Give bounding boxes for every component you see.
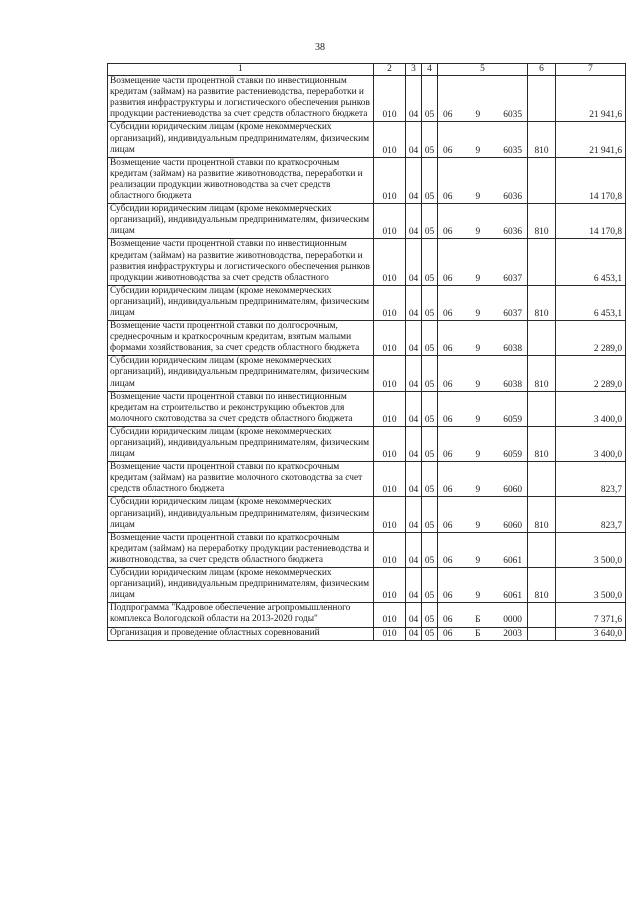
code-section: 04	[406, 239, 422, 285]
budget-table	[107, 63, 626, 641]
code-subsection: 05	[422, 76, 438, 122]
code-section: 04	[406, 426, 422, 461]
code-subsection: 05	[422, 204, 438, 239]
code-target-article	[438, 204, 528, 239]
code-target-article	[438, 627, 528, 640]
code-expense-type	[528, 391, 556, 426]
code-section: 04	[406, 532, 422, 567]
code-ministry: 010	[374, 321, 406, 356]
header-cell: 5	[438, 64, 528, 76]
page-number: 38	[315, 42, 325, 53]
code-subsection: 05	[422, 603, 438, 627]
code-expense-type: 810	[528, 568, 556, 603]
table-row	[108, 497, 626, 532]
code-section: 04	[406, 157, 422, 203]
code-direction: 6036	[503, 192, 522, 203]
code-target-article	[438, 532, 528, 567]
amount: 3 500,0	[556, 532, 626, 567]
code-program: 06	[443, 379, 453, 390]
code-section: 04	[406, 285, 422, 320]
code-target-article	[438, 568, 528, 603]
code-subsection: 05	[422, 426, 438, 461]
code-subprogram: 9	[475, 273, 481, 284]
table-row	[108, 157, 626, 203]
code-expense-type	[528, 239, 556, 285]
code-expense-type: 810	[528, 426, 556, 461]
row-name: Возмещение части процентной ставки по инвестиционным кредитам (займам) на развитие растениеводства, переработки и развития инфраструктуры и логистического обеспечения рынков продукции растениеводства за счет средств областного бюджета	[108, 76, 374, 122]
row-name: Возмещение части процентной ставки по долгосрочным, среднесрочным и краткосрочным кредитам, взятым малыми формами хозяйствования, за счет средств областного бюджета	[108, 321, 374, 356]
code-target-article	[438, 426, 528, 461]
code-direction: 6059	[503, 414, 522, 425]
code-subprogram: 9	[475, 414, 481, 425]
table-row	[108, 285, 626, 320]
code-program: 06	[443, 308, 453, 319]
code-subprogram: 9	[475, 308, 481, 319]
code-section: 04	[406, 122, 422, 157]
code-program: 06	[443, 628, 453, 639]
code-expense-type: 810	[528, 122, 556, 157]
table-row	[108, 122, 626, 157]
code-subprogram: 9	[475, 520, 481, 531]
amount: 14 170,8	[556, 204, 626, 239]
code-target-article	[438, 239, 528, 285]
code-section: 04	[406, 627, 422, 640]
code-program: 06	[443, 344, 453, 355]
header-cell: 7	[556, 64, 626, 76]
table-row	[108, 603, 626, 627]
code-direction: 6059	[503, 450, 522, 461]
code-expense-type	[528, 627, 556, 640]
row-name: Возмещение части процентной ставки по инвестиционным кредитам (займам) на развитие животноводства, переработки и развития инфраструктуры и логистического обеспечения рынков продукции животноводства за счет средств областного	[108, 239, 374, 285]
amount: 2 289,0	[556, 356, 626, 391]
amount: 21 941,6	[556, 76, 626, 122]
code-subprogram: 9	[475, 110, 481, 121]
row-name: Возмещение части процентной ставки по краткосрочным кредитам (займам) на переработку продукции растениеводства и животноводства, за счет средств областного бюджета	[108, 532, 374, 567]
header-cell: 2	[374, 64, 406, 76]
code-ministry: 010	[374, 157, 406, 203]
code-ministry: 010	[374, 426, 406, 461]
code-program: 06	[443, 192, 453, 203]
code-expense-type	[528, 321, 556, 356]
code-program: 06	[443, 227, 453, 238]
header-cell: 1	[108, 64, 374, 76]
table-row	[108, 462, 626, 497]
code-expense-type	[528, 462, 556, 497]
header-cell: 3	[406, 64, 422, 76]
row-name: Субсидии юридическим лицам (кроме некоммерческих организаций), индивидуальным предпринимателям, физическим лицам	[108, 497, 374, 532]
code-section: 04	[406, 321, 422, 356]
code-program: 06	[443, 555, 453, 566]
code-ministry: 010	[374, 532, 406, 567]
code-subsection: 05	[422, 285, 438, 320]
code-subprogram: 9	[475, 555, 481, 566]
code-target-article	[438, 76, 528, 122]
code-ministry: 010	[374, 285, 406, 320]
table-header-row	[108, 64, 626, 76]
code-subprogram: 9	[475, 379, 481, 390]
row-name: Подпрограмма "Кадровое обеспечение агропромышленного комплекса Вологодской области на 2013-2020 годы"	[108, 603, 374, 627]
table-row	[108, 76, 626, 122]
code-subprogram: Б	[475, 628, 481, 639]
table-row	[108, 532, 626, 567]
code-expense-type	[528, 603, 556, 627]
row-name: Субсидии юридическим лицам (кроме некоммерческих организаций), индивидуальным предпринимателям, физическим лицам	[108, 122, 374, 157]
code-expense-type: 810	[528, 285, 556, 320]
code-direction: 2003	[503, 628, 522, 639]
code-subsection: 05	[422, 239, 438, 285]
code-ministry: 010	[374, 627, 406, 640]
code-program: 06	[443, 520, 453, 531]
code-subprogram: 9	[475, 591, 481, 602]
row-name: Возмещение части процентной ставки по инвестиционным кредитам на строительство и реконструкцию объектов для молочного скотоводства за счет средств областного бюджета	[108, 391, 374, 426]
code-subsection: 05	[422, 568, 438, 603]
code-subsection: 05	[422, 321, 438, 356]
code-program: 06	[443, 145, 453, 156]
code-ministry: 010	[374, 568, 406, 603]
code-subsection: 05	[422, 462, 438, 497]
code-direction: 6060	[503, 485, 522, 496]
amount: 3 400,0	[556, 426, 626, 461]
table-row	[108, 239, 626, 285]
code-section: 04	[406, 462, 422, 497]
code-expense-type: 810	[528, 204, 556, 239]
code-target-article	[438, 157, 528, 203]
code-program: 06	[443, 450, 453, 461]
row-name: Субсидии юридическим лицам (кроме некоммерческих организаций), индивидуальным предпринимателям, физическим лицам	[108, 204, 374, 239]
row-name: Субсидии юридическим лицам (кроме некоммерческих организаций), индивидуальным предпринимателям, физическим лицам	[108, 285, 374, 320]
code-subprogram: 9	[475, 227, 481, 238]
amount: 21 941,6	[556, 122, 626, 157]
code-direction: 6061	[503, 591, 522, 602]
code-direction: 6060	[503, 520, 522, 531]
code-subprogram: 9	[475, 485, 481, 496]
table-row	[108, 321, 626, 356]
code-ministry: 010	[374, 462, 406, 497]
code-subprogram: Б	[475, 615, 481, 626]
table-row	[108, 391, 626, 426]
amount: 823,7	[556, 462, 626, 497]
code-subsection: 05	[422, 391, 438, 426]
code-subsection: 05	[422, 627, 438, 640]
amount: 7 371,6	[556, 603, 626, 627]
code-program: 06	[443, 273, 453, 284]
code-target-article	[438, 462, 528, 497]
code-ministry: 010	[374, 356, 406, 391]
header-cell: 6	[528, 64, 556, 76]
code-section: 04	[406, 356, 422, 391]
amount: 14 170,8	[556, 157, 626, 203]
code-subprogram: 9	[475, 145, 481, 156]
code-ministry: 010	[374, 603, 406, 627]
table-body	[108, 76, 626, 641]
code-section: 04	[406, 204, 422, 239]
code-direction: 6035	[503, 145, 522, 156]
code-program: 06	[443, 485, 453, 496]
code-ministry: 010	[374, 239, 406, 285]
code-ministry: 010	[374, 122, 406, 157]
code-program: 06	[443, 615, 453, 626]
row-name: Субсидии юридическим лицам (кроме некоммерческих организаций), индивидуальным предпринимателям, физическим лицам	[108, 426, 374, 461]
code-subprogram: 9	[475, 192, 481, 203]
code-subsection: 05	[422, 497, 438, 532]
code-subsection: 05	[422, 532, 438, 567]
code-direction: 6035	[503, 110, 522, 121]
table-row	[108, 356, 626, 391]
amount: 3 640,0	[556, 627, 626, 640]
code-section: 04	[406, 391, 422, 426]
code-subprogram: 9	[475, 450, 481, 461]
code-ministry: 010	[374, 497, 406, 532]
table-row	[108, 568, 626, 603]
code-program: 06	[443, 591, 453, 602]
code-section: 04	[406, 568, 422, 603]
code-ministry: 010	[374, 391, 406, 426]
code-direction: 6038	[503, 344, 522, 355]
amount: 6 453,1	[556, 239, 626, 285]
code-subprogram: 9	[475, 344, 481, 355]
code-section: 04	[406, 603, 422, 627]
code-program: 06	[443, 110, 453, 121]
table-row	[108, 627, 626, 640]
row-name: Возмещение части процентной ставки по краткосрочным кредитам (займам) на развитие животноводства, переработки и реализации продукции животноводства за счет средств областного бюджета	[108, 157, 374, 203]
code-target-article	[438, 603, 528, 627]
code-direction: 6037	[503, 308, 522, 319]
row-name: Возмещение части процентной ставки по краткосрочным кредитам (займам) на развитие молочного скотоводства за счет средств областного бюджета	[108, 462, 374, 497]
code-target-article	[438, 391, 528, 426]
code-direction: 6036	[503, 227, 522, 238]
code-target-article	[438, 356, 528, 391]
amount: 6 453,1	[556, 285, 626, 320]
code-subsection: 05	[422, 157, 438, 203]
code-section: 04	[406, 76, 422, 122]
code-ministry: 010	[374, 204, 406, 239]
code-direction: 6037	[503, 273, 522, 284]
code-target-article	[438, 122, 528, 157]
code-subsection: 05	[422, 356, 438, 391]
code-target-article	[438, 321, 528, 356]
code-expense-type	[528, 76, 556, 122]
code-ministry: 010	[374, 76, 406, 122]
code-target-article	[438, 285, 528, 320]
code-direction: 6038	[503, 379, 522, 390]
amount: 3 500,0	[556, 568, 626, 603]
table-row	[108, 426, 626, 461]
row-name: Организация и проведение областных соревнований	[108, 627, 374, 640]
amount: 3 400,0	[556, 391, 626, 426]
amount: 2 289,0	[556, 321, 626, 356]
code-expense-type: 810	[528, 497, 556, 532]
table-row	[108, 204, 626, 239]
code-direction: 0000	[503, 615, 522, 626]
code-target-article	[438, 497, 528, 532]
header-cell: 4	[422, 64, 438, 76]
code-direction: 6061	[503, 555, 522, 566]
code-program: 06	[443, 414, 453, 425]
code-expense-type	[528, 157, 556, 203]
code-subsection: 05	[422, 122, 438, 157]
amount: 823,7	[556, 497, 626, 532]
code-section: 04	[406, 497, 422, 532]
code-expense-type: 810	[528, 356, 556, 391]
row-name: Субсидии юридическим лицам (кроме некоммерческих организаций), индивидуальным предпринимателям, физическим лицам	[108, 568, 374, 603]
row-name: Субсидии юридическим лицам (кроме некоммерческих организаций), индивидуальным предпринимателям, физическим лицам	[108, 356, 374, 391]
code-expense-type	[528, 532, 556, 567]
